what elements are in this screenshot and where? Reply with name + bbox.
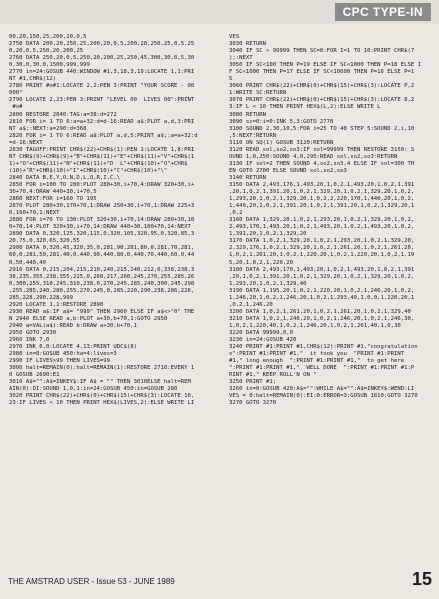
code-line: 3010 A$="":A$=INKEY$:IF A$ = "" THEN 3010ELSE halt=REM: [9, 379, 191, 386]
code-line: 2820 FOR i= 1 TO 6:READ a$:PLOT a,d,5:PRINT a$;:a=a+32:d: [9, 132, 198, 139]
code-line: 3150 DATA 2,493,176,1,493,20,1,0,2,1,493,20,1,0,2,1,391: [229, 181, 415, 188]
header-bar: [0, 0, 439, 24]
code-line: NT #1,CHR$(12): [9, 76, 57, 83]
code-line: 23:IF LIVES < 10 THEN PRINT HEX$(LIVES,2):ELSE WRITE LI: [9, 400, 195, 407]
code-line: 1,293,20,1,0,2,1,329,40: [229, 280, 307, 287]
code-line: 3230 in=24:GOSUB 420: [229, 337, 297, 344]
code-line: 3180 DATA 2,493,170,1,493,20,1,0,2,1,493,20,1,0,2,1,391: [229, 266, 415, 273]
code-line: ,20,1,0,2,1,391,20,1,0,2,1,329,20,1,0,2,1,329,20,1,0,2,: [229, 273, 415, 280]
code-line: 2900 DATA 0,320,45,320,35,0,281,90,281,80,0,281,70,281,: [9, 245, 195, 252]
code-line: ,255,285,240,280,255,270,245,0,285,220,290,238,286,226,: [9, 287, 195, 294]
code-line: s":PRINT #1:PRINT #1," it took you "PRINT #1:PRINT: [229, 351, 405, 358]
code-line: 1,246,20,1,0,2,1,246,20,1,0,2,1,293,40,1,0,0,1,220,20,1: [229, 294, 415, 301]
code-line: 2990 IF LIVES>99 THEN LIVES=99: [9, 358, 111, 365]
code-line: ,5:NEXT:RETURN: [229, 132, 277, 139]
code-line: 1,0,2,1,261,20,1,0,2,1,220,20,1,0,2,1,220,20,1,0,2,1,19: [229, 252, 415, 259]
code-line: 000": [9, 90, 23, 97]
code-line: 3020 PRINT CHR$(22)+CHR$(0)+CHR$(15)+CHR$(3):LOCATE 10,: [9, 393, 195, 400]
code-line: 00,20,150,25,200,20,0,5: [9, 34, 87, 40]
code-line: 3160 DATA 1,329,20,1,0,2,1,293,20,1,0,2,1,329,20,1,0,2,: [229, 217, 415, 224]
code-line: 2940 a=VAL(a$):READ b:DRAW a+30,b+70,1: [9, 322, 137, 329]
code-line: 3090 sc=0:i=0:INK 5,3:GOTO 2770: [229, 118, 334, 125]
code-line: 5: [229, 76, 233, 83]
code-line: #1," long enough ":PRINT #1:PRINT #1," to get here: [229, 358, 405, 365]
page-number: 15: [411, 569, 432, 589]
code-line: (10)+"R"+CHR$(10)+"I"+CHR$(10)+"C"+CHR$(10)+"\": [9, 167, 168, 174]
code-line: 1,391,20,1,0,2,1,329,20: [229, 231, 307, 238]
code-line: ,0,2,1,246,20: [229, 301, 273, 308]
code-line: 2950 GOTO 2930: [9, 329, 57, 336]
code-line: 1,440,20,1,0,2,1,391,20,1,0,2,1,391,20,1,0,2,1,329,20,1: [229, 203, 415, 210]
footer-text: THE AMSTRAD USER - Issue 53 - JUNE 1989: [8, 577, 175, 586]
code-line: VES = 0:halt=REMAIN(0):EI:0:ERROR=3:GOSUB 1810:GOTO 3270: [229, 393, 418, 400]
code-line: #o#: [9, 104, 23, 111]
code-line: 2930 READ a$:IF a$= "999" THEN 2960 ELSE IF a$<>"0" THE: [9, 308, 195, 315]
code-line: 2780 PRINT #o#1:LOCATE 2,2:PEN 3:PRINT "YOUR SCORE - 00: [9, 83, 195, 90]
code-line: 2910 DATA 0,215,204,215,210,240,215,240,212,0,338,238,3: [9, 266, 195, 273]
code-line: ,0,2: [229, 210, 243, 217]
code-line: 285,228,290,228,999: [9, 294, 73, 301]
code-line: NT a$;:NEXT:a=290:d=368: [9, 125, 87, 132]
code-line: F SC<1000 THEN P=17 ELSE IF SC<10000 THEN P=16 ELSE P=1: [229, 69, 415, 76]
code-line: 3220 DATA 99999,0,0: [229, 329, 293, 336]
code-line: 3120 READ sol,so2,so3:IF sol=99999 THEN RESTORE 3150: S: [229, 146, 415, 153]
listing-left-column: [9, 34, 219, 563]
code-line: 2810 FOR i= 1 TO 6:a=a+32:d=d-16:READ a$:PLOT a,d,3:PRI: [9, 118, 195, 125]
listing-right-column: [229, 34, 435, 563]
code-line: 30+70,4:DRAW 440+30,i+70,5: [9, 189, 97, 196]
code-line: 2800 RESTORE 2840:TAG:a=38:d=272: [9, 111, 117, 118]
code-line: 2750 DATA 200,20,250,25,200,20,0,5,200,20,250,25,0,5,25: [9, 41, 195, 48]
code-line: 3240 PRINT #1:PRINT #1,CHR$(12):PRINT #1,"congratulation: [229, 344, 418, 351]
code-line: 0 GOSUB 2690:E1: [9, 372, 60, 379]
code-line: 2760 DATA 250,20,0,5,250,20,200,25,250,45,300,30,0,5,30: [9, 55, 195, 62]
code-line: 1,0,2,1,220,40,1,0,2,1,246,20,1,0,2,1,261,40,1,0,30: [229, 322, 401, 329]
code-line: 2,493,170,1,493,20,1,0,2,1,493,20,1,0,2,1,493,20,1,0,2,: [229, 224, 415, 231]
code-line: 1:WRITE SC:RETURN: [229, 90, 287, 97]
code-line: 2980 in=8:GOSUB 450:ha=4:lives=3: [9, 351, 117, 358]
code-line: 60,0,281,50,281,40,0,440,90,440,80,0,440,70,440,60,0,44: [9, 252, 195, 259]
code-line: 38,235,355,238,355,225,0,260,217,260,245,270,255,285,26: [9, 273, 195, 280]
code-line: 3250 PRINT #1;: [229, 379, 277, 386]
code-line: 3200 DATA 1,0,2,1,261,20,1,0,2,1,261,20,1,0,2,1,329,40: [229, 308, 411, 315]
code-line: 3030 RETURN: [229, 41, 267, 48]
code-line: 20,75,0,320,65,320,55: [9, 238, 80, 245]
code-line: ":PRINT #1:PRINT #1," WELL DONE ":PRINT #1:PRINT #1:P: [229, 365, 415, 372]
code-line: 1)+"O"+CHR$(11)+"N"+CHR$(11)+"D L"+CHR$(10)+"O"+CHR$: [9, 160, 188, 167]
code-line: 2890 DATA 0,320,125,320,115,0,320,105,320,95,0,320,85,3: [9, 231, 195, 238]
code-line: 3060 PRINT CHR$(22)+CHR$(0)+CHR$(15)+CHR$(3):LOCATE P,2: [229, 83, 415, 90]
code-line: 2830 TAGOFF:PRINT CHR$(22)+CHR$(1):PEN 1:LOCATE 1,8:PRI: [9, 146, 195, 153]
section-title: CPC TYPE-IN: [335, 3, 431, 21]
code-line: 3170 DATA 1,0,2,1,329,20,1,0,2,1,293,20,1,0,2,1,329,20,: [229, 238, 415, 245]
code-line: 3040 IF SC > 99999 THEN SC=0:FOR I=1 TO 10:PRINT CHR$(7: [229, 48, 415, 55]
code-line: OUND 1,0,250:SOUND 4,0,295:READ sol,so2,so3:RETURN: [229, 153, 398, 160]
code-line: 2790 LOCATE 2,23:PEN 3:PRINT "LEVEL 00 LIVES 00":PRINT: [9, 97, 195, 104]
code-line: =d-16:NEXT: [9, 139, 43, 146]
code-line: 3190 DATA 1,195,20,1,0,2,1,220,20,1,0,2,1,246,20,1,0,2,: [229, 287, 415, 294]
code-line: EN GOTO 2700 ELSE SOUND sol,so2,so3: [229, 167, 347, 174]
code-line: AIN(0):DI:SOUND 1,0,1:in=24:GOSUB 450:in=GOSUB 280: [9, 386, 178, 393]
code-line: 2970 INK 6,0:LOCATE 4,13:PRINT UDC$(8): [9, 344, 137, 351]
code-line: 2850 FOR i=100 TO 280:PLOT 280+30,i+70,4:DRAW 320+30,i+: [9, 181, 195, 188]
code-line: RINT #1," KEEP ROLL'N ON ": [229, 372, 317, 379]
code-line: 2870 PLOT 280+30,170+70,1:DRAW 250+30,i+70,1:DRAW 225+3: [9, 203, 195, 210]
code-line: 5,20,1,0,2,1,220,20: [229, 259, 293, 266]
code-line: 3130 IF sol=2 THEN SOUND 4,so2,so3,4 ELSE IF sol=300 TH: [229, 160, 415, 167]
code-line: VES: [229, 34, 240, 40]
code-line: N 2940 ELSE READ a,b:PLOT a+30,b+70,1:GOTO 2950: [9, 315, 168, 322]
code-line: 3:IF L < 10 THEN PRINT HEX$(L,2):ELSE WRITE L: [229, 104, 381, 111]
code-line: 3000 halt=REMAIN(0):halt=REMAIN(1):RESTORE 2710:EVERY 1: [9, 365, 195, 372]
code-line: 3110 ON SQ(1) GOSUB 3120:RETURN: [229, 139, 334, 146]
code-line: ,20,1,0,2,1,391,20,1,0,2,1,329,20,1,0,2,1,329,20,1,0,2,: [229, 189, 415, 196]
code-line: 2880 FOR i=70 TO 130:PLOT 320+30,i+70,14:DRAW 280+30,10: [9, 217, 195, 224]
code-line: 0,20,0,5,250,20,200,25: [9, 48, 84, 55]
code-line: 3210 DATA 1,0,2,1,246,20,1,0,2,1,246,20,1,0,2,1,246,30,: [229, 315, 415, 322]
code-line: 2770 in=24:GOSUB 440:WINDOW #1,3,18,3,19:LOCATE 1,1:PRI: [9, 69, 195, 76]
code-line: 2840 DATA B,E,Y,O,N,D,L,O,R,I,C,\: [9, 174, 121, 181]
code-line: 3070 PRINT CHR$(22)+CHR$(0)+CHR$(15)+CHR$(3):LOCATE 8,2: [229, 97, 415, 104]
code-line: 3260 in=0:GOSUB 420:A$="":WHILE A$="":A$=INKEY$:WEND:LI: [229, 386, 415, 393]
code-line: 0,30,0,30,0,1500,999,999: [9, 62, 90, 69]
code-line: 3050 IF SC<100 THEN P=19 ELSE IF SC<1000 THEN P=18 ELSE I: [229, 62, 421, 69]
code-line: 3100 SOUND 2,30,10,5:FOR i=25 TO 40 STEP 5:SOUND 2,i,10: [229, 125, 415, 132]
code-line: 3140 RETURN: [229, 174, 267, 181]
code-line: 0,160+70,1:NEXT: [9, 210, 60, 217]
code-line: 2960 INK 7,0: [9, 337, 50, 344]
code-line: 3080 RETURN: [229, 111, 267, 118]
code-line: 3270 GOTO 3270: [229, 400, 277, 407]
code-line: NT CHR$(9)+CHR$(9)+"B"+CHR$(11)+"E"+CHR$(11)+"V"+CHR$(1: [9, 153, 195, 160]
code-line: 2860 NEXT:FOR i=160 TO 195: [9, 196, 97, 203]
code-line: 1,293,20,1,0,2,1,329,20,1,0,2,2,220,170,1,440,20,1,0,2,: [229, 196, 415, 203]
code-line: 0,50,440,40: [9, 259, 47, 266]
code-line: 2,329,176,1,0,2,1,329,20,1,0,2,1,261,20,1,0,2,1,261,20,: [229, 245, 415, 252]
code-line: );:NEXT: [229, 55, 253, 62]
code-line: 0,300,255,310,245,310,238,0,270,245,285,240,300,245,290: [9, 280, 195, 287]
code-line: 0+70,14:PLOT 320+30,i+70,14:DRAW 440+30,100+70,14:NEXT: [9, 224, 191, 231]
code-line: 2920 LOCATE 1,1:RESTORE 2890: [9, 301, 104, 308]
